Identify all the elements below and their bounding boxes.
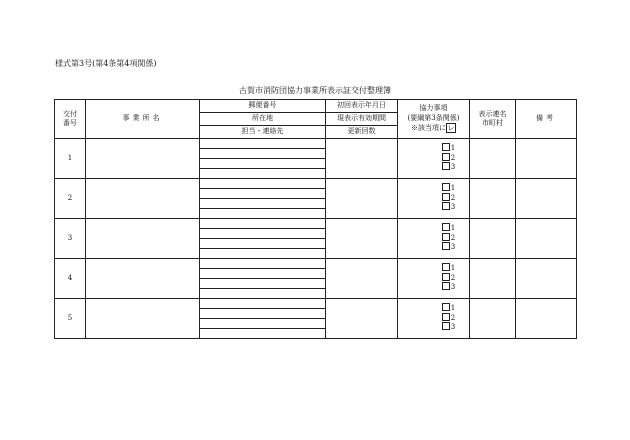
option-label: 3 — [450, 203, 456, 212]
info-cell[interactable] — [200, 299, 326, 309]
header-number-line2: 番号 — [63, 119, 77, 127]
option-label: 2 — [450, 313, 456, 322]
cooperation-options — [398, 179, 470, 219]
checkbox-icon[interactable] — [442, 202, 450, 210]
info-cell[interactable] — [200, 279, 326, 289]
info-cell[interactable] — [200, 179, 326, 189]
checkbox-icon[interactable] — [442, 263, 450, 271]
table-row — [55, 219, 577, 229]
checkbox-icon[interactable] — [442, 303, 450, 311]
info-cell[interactable] — [200, 199, 326, 209]
office-name-cell[interactable] — [86, 179, 200, 219]
checkbox-icon[interactable] — [442, 143, 450, 151]
cooperation-options — [398, 139, 470, 179]
cooperation-options — [398, 299, 470, 339]
option-label: 2 — [450, 153, 456, 162]
header-display-line1: 表示連名 — [478, 109, 507, 118]
header-coop-line3 — [398, 123, 469, 133]
checkbox-icon[interactable] — [442, 313, 450, 321]
form-number: 様式第3号(第4条第4項関係) — [55, 59, 157, 68]
option-label: 1 — [450, 144, 456, 153]
info-cell[interactable] — [200, 189, 326, 199]
checkbox-icon[interactable] — [442, 322, 450, 330]
office-name-cell[interactable] — [86, 259, 200, 299]
remarks-cell[interactable] — [516, 179, 577, 219]
info-cell[interactable] — [200, 309, 326, 319]
option-label: 1 — [450, 184, 456, 193]
check-mark-icon: レ — [447, 124, 455, 133]
option-label: 2 — [450, 193, 456, 202]
header-number — [55, 100, 86, 139]
office-name-cell[interactable] — [86, 299, 200, 339]
checkbox-icon[interactable] — [442, 242, 450, 250]
checkbox-icon[interactable] — [442, 162, 450, 170]
option-label: 2 — [450, 233, 456, 242]
municipality-cell[interactable] — [470, 139, 516, 179]
table-row — [55, 139, 577, 149]
option-label: 3 — [450, 283, 456, 292]
checkbox-icon[interactable] — [442, 193, 450, 201]
checkbox-icon[interactable] — [442, 183, 450, 191]
cooperation-option[interactable] — [428, 323, 469, 332]
header-coop-note: ※該当項に — [411, 124, 446, 133]
dates-cell[interactable] — [326, 139, 398, 179]
option-label: 1 — [450, 224, 456, 233]
info-cell[interactable] — [200, 139, 326, 149]
header-postal-code: 郵便番号 — [200, 100, 326, 113]
dates-cell[interactable] — [326, 259, 398, 299]
header-first-display-date: 初回表示年月日 — [326, 100, 398, 113]
table-row — [55, 179, 577, 189]
register-table — [54, 99, 577, 339]
cooperation-option[interactable] — [428, 243, 469, 252]
info-cell[interactable] — [200, 209, 326, 219]
info-cell[interactable] — [200, 289, 326, 299]
dates-cell[interactable] — [326, 219, 398, 259]
checkbox-icon[interactable] — [442, 153, 450, 161]
checkbox-icon[interactable] — [442, 223, 450, 231]
dates-cell[interactable] — [326, 299, 398, 339]
municipality-cell[interactable] — [470, 179, 516, 219]
cooperation-option[interactable] — [428, 283, 469, 292]
municipality-cell[interactable] — [470, 219, 516, 259]
option-label: 1 — [450, 304, 456, 313]
checkbox-icon[interactable] — [442, 273, 450, 281]
row-number: 3 — [55, 219, 86, 259]
info-cell[interactable] — [200, 159, 326, 169]
info-cell[interactable] — [200, 219, 326, 229]
option-label: 3 — [450, 163, 456, 172]
info-cell[interactable] — [200, 329, 326, 339]
header-display-line2: 市町村 — [482, 119, 503, 127]
info-cell[interactable] — [200, 269, 326, 279]
info-cell[interactable] — [200, 229, 326, 239]
header-number-line1: 交付 — [63, 109, 77, 118]
checkbox-icon[interactable] — [442, 233, 450, 241]
municipality-cell[interactable] — [470, 259, 516, 299]
row-number: 5 — [55, 299, 86, 339]
option-label: 3 — [450, 243, 456, 252]
header-renewal-count: 更新回数 — [326, 126, 398, 139]
row-number: 1 — [55, 139, 86, 179]
info-cell[interactable] — [200, 169, 326, 179]
table-row — [55, 299, 577, 309]
remarks-cell[interactable] — [516, 259, 577, 299]
header-coop-line1: 協力事項 — [419, 104, 448, 113]
checkbox-icon[interactable] — [442, 282, 450, 290]
header-remarks: 備考 — [516, 100, 577, 139]
option-label: 3 — [450, 323, 456, 332]
info-cell[interactable] — [200, 259, 326, 269]
row-number: 4 — [55, 259, 86, 299]
remarks-cell[interactable] — [516, 139, 577, 179]
table-row — [55, 259, 577, 269]
header-validity-period: 現表示有効期間 — [326, 113, 398, 126]
cooperation-option[interactable] — [428, 203, 469, 212]
remarks-cell[interactable] — [516, 219, 577, 259]
register-title: 古賀市消防団協力事業所表示証交付整理簿 — [239, 86, 391, 95]
cooperation-options — [398, 219, 470, 259]
info-cell[interactable] — [200, 239, 326, 249]
row-number: 2 — [55, 179, 86, 219]
dates-cell[interactable] — [326, 179, 398, 219]
info-cell[interactable] — [200, 319, 326, 329]
info-cell[interactable] — [200, 249, 326, 259]
office-name-cell[interactable] — [86, 139, 200, 179]
office-name-cell[interactable] — [86, 219, 200, 259]
info-cell[interactable] — [200, 149, 326, 159]
header-contact: 担当・連絡先 — [200, 126, 326, 139]
cooperation-option[interactable] — [428, 163, 469, 172]
remarks-cell[interactable] — [516, 299, 577, 339]
header-display-municipality — [470, 100, 516, 139]
option-label: 2 — [450, 273, 456, 282]
municipality-cell[interactable] — [470, 299, 516, 339]
header-coop-line2: (要綱第3条関係) — [407, 113, 460, 122]
option-label: 1 — [450, 264, 456, 273]
cooperation-options — [398, 259, 470, 299]
header-address: 所在地 — [200, 113, 326, 126]
header-office-name: 事業所名 — [86, 100, 200, 139]
header-cooperation — [398, 100, 470, 139]
